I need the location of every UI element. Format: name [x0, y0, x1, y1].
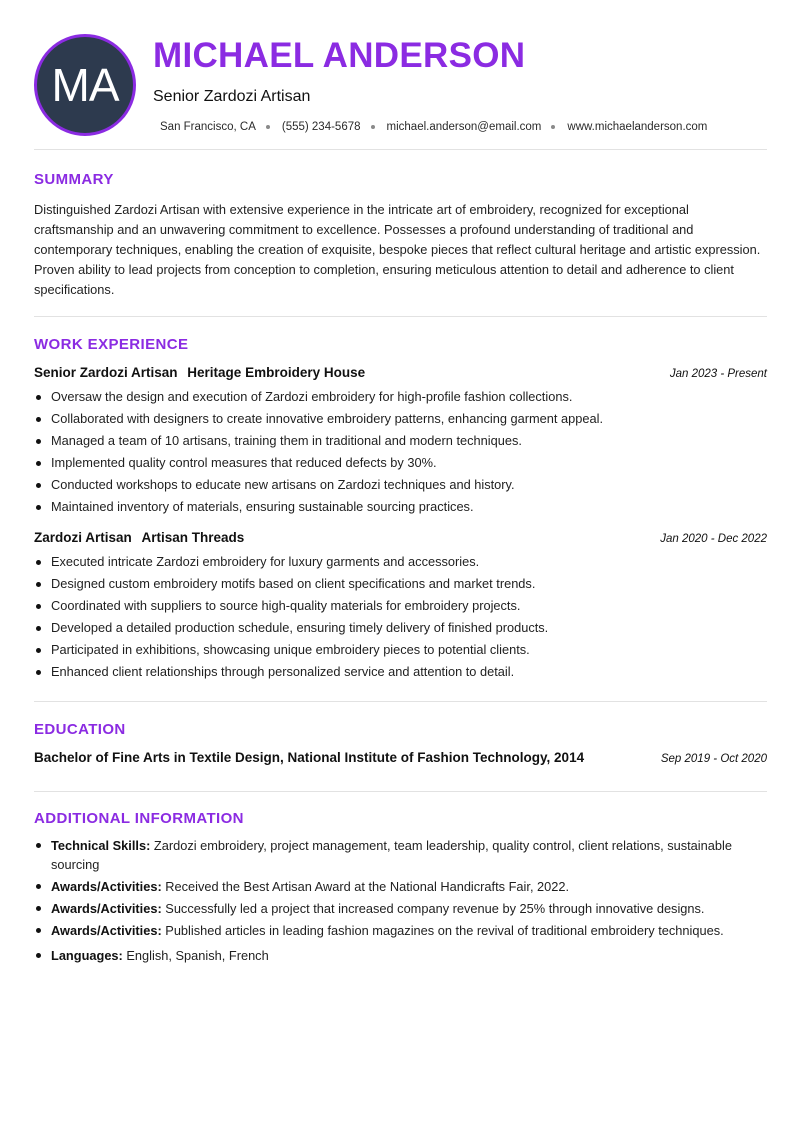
- languages-item: [34, 946, 767, 965]
- list-item: Coordinated with suppliers to source high-quality materials for embroidery projects.: [34, 595, 767, 617]
- separator-dot-icon: [371, 125, 375, 129]
- info-label: Awards/Activities:: [51, 923, 162, 938]
- job-header: [34, 365, 767, 380]
- language: English: [126, 948, 169, 963]
- additional-info-section: [34, 792, 767, 965]
- list-item: Participated in exhibitions, showcasing unique embroidery pieces to potential clients.: [34, 639, 767, 661]
- contact-location: San Francisco, CA: [160, 121, 256, 133]
- info-text: Published articles in leading fashion magazines on the revival of traditional embroidery techniques.: [165, 923, 724, 938]
- job-title: [34, 365, 365, 380]
- job-bullets: [34, 386, 767, 518]
- work-experience-section: [34, 317, 767, 702]
- info-text: Received the Best Artisan Award at the National Handicrafts Fair, 2022.: [165, 879, 570, 894]
- job-bullets: [34, 551, 767, 683]
- info-label: Awards/Activities:: [51, 901, 162, 916]
- work-experience-heading: WORK EXPERIENCE: [34, 336, 189, 353]
- candidate-name: MICHAEL ANDERSON: [153, 36, 526, 75]
- info-text: Successfully led a project that increased company revenue by 25% through innovative designs.: [165, 901, 705, 916]
- contact-info: [160, 121, 707, 133]
- list-item: Enhanced client relationships through personalized service and attention to detail.: [34, 661, 767, 683]
- contact-website[interactable]: www.michaelanderson.com: [567, 121, 708, 133]
- languages-label: Languages:: [51, 948, 123, 963]
- contact-email[interactable]: michael.anderson@email.com: [386, 121, 542, 133]
- job-role: Zardozi Artisan: [34, 530, 132, 545]
- job-company: Artisan Threads: [141, 530, 245, 545]
- info-text: Zardozi embroidery, project management, team leadership, quality control, client relations, sustainable sourcing: [51, 838, 732, 872]
- job-company: Heritage Embroidery House: [187, 365, 366, 380]
- education-entry: [34, 750, 767, 765]
- additional-info-list: [34, 836, 767, 965]
- job-dates: Jan 2023 - Present: [669, 368, 767, 380]
- job-entry: [34, 530, 767, 683]
- job-header: [34, 530, 767, 545]
- summary-text: Distinguished Zardozi Artisan with extensive experience in the intricate art of embroidery, recognized for exceptional craftsmanship and an unwavering commitment to excellence. Possesses a profound understanding of traditional and contemporary techniques, enabling the creation of exquisite, bespoke pieces that reflect cultural heritage and artistic expression. Proven ability to lead projects from conception to completion, ensuring meticulous attention to detail and adherence to client specifications.: [34, 202, 761, 297]
- job-role: Senior Zardozi Artisan: [34, 365, 178, 380]
- list-item: Conducted workshops to educate new artisans on Zardozi techniques and history.: [34, 474, 767, 496]
- list-item: Collaborated with designers to create innovative embroidery patterns, enhancing garment appeal.: [34, 408, 767, 430]
- list-item: Managed a team of 10 artisans, training them in traditional and modern techniques.: [34, 430, 767, 452]
- job-title: [34, 530, 244, 545]
- list-item: [34, 836, 767, 874]
- info-label: Technical Skills:: [51, 838, 151, 853]
- resume-header: [34, 0, 767, 150]
- list-item: [34, 899, 767, 918]
- summary-heading: SUMMARY: [34, 171, 114, 188]
- job-entry: [34, 365, 767, 518]
- summary-section: [34, 150, 767, 317]
- separator-dot-icon: [266, 125, 270, 129]
- list-item: Oversaw the design and execution of Zardozi embroidery for high-profile fashion collections.: [34, 386, 767, 408]
- contact-phone: (555) 234-5678: [281, 121, 361, 133]
- list-item: Executed intricate Zardozi embroidery for luxury garments and accessories.: [34, 551, 767, 573]
- list-item: Maintained inventory of materials, ensuring sustainable sourcing practices.: [34, 496, 767, 518]
- education-degree: Bachelor of Fine Arts in Textile Design, National Institute of Fashion Technology, 2014: [34, 750, 585, 765]
- language: , French: [222, 948, 269, 963]
- education-section: [34, 702, 767, 792]
- education-dates: Sep 2019 - Oct 2020: [660, 753, 767, 765]
- list-item: Developed a detailed production schedule, ensuring timely delivery of finished products.: [34, 617, 767, 639]
- info-label: Awards/Activities:: [51, 879, 162, 894]
- separator-dot-icon: [551, 125, 555, 129]
- list-item: Implemented quality control measures that reduced defects by 30%.: [34, 452, 767, 474]
- list-item: Designed custom embroidery motifs based on client specifications and market trends.: [34, 573, 767, 595]
- additional-info-heading: ADDITIONAL INFORMATION: [34, 810, 244, 827]
- candidate-title: Senior Zardozi Artisan: [153, 88, 311, 105]
- job-dates: Jan 2020 - Dec 2022: [660, 533, 767, 545]
- education-heading: EDUCATION: [34, 721, 126, 738]
- language: , Spanish: [168, 948, 221, 963]
- list-item: [34, 877, 767, 896]
- avatar-initials: MA: [51, 59, 119, 111]
- avatar: [34, 34, 136, 136]
- list-item: [34, 921, 767, 940]
